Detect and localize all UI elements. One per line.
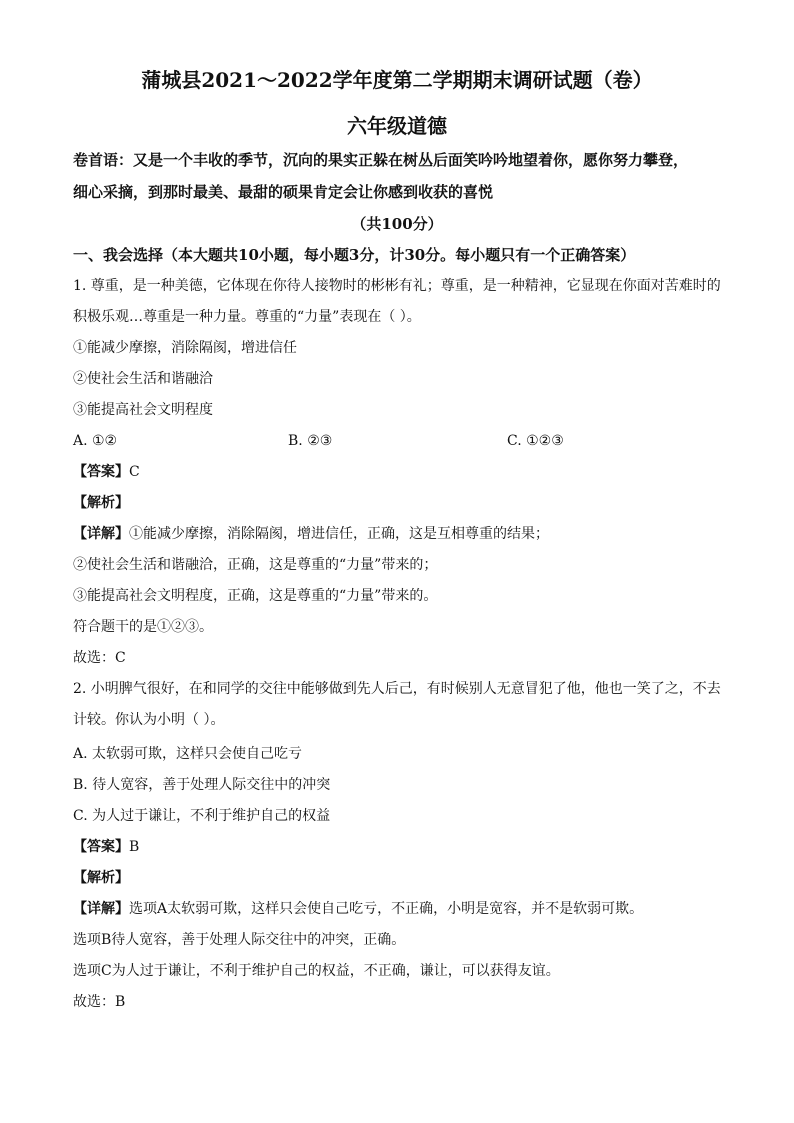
answer-tag: 【答案】: [73, 464, 129, 480]
answer-value: C: [129, 464, 140, 480]
q2-option-b: B. 待人宽容，善于处理人际交往中的冲突: [73, 777, 331, 793]
detail-text: 选项A太软弱可欺，这样只会使自己吃亏，不正确，小明是宽容，并不是软弱可欺。: [129, 901, 644, 917]
preface-line-2: 细心采摘，到那时最美、最甜的硕果肯定会让你感到收获的喜悦: [73, 183, 494, 201]
q1-stem-line-2: 积极乐观…尊重是一种力量。尊重的“力量”表现在（ ）。: [73, 309, 421, 325]
q1-detail-line-3: ③能提高社会文明程度，正确，这是尊重的“力量”带来的。: [73, 588, 438, 604]
q1-option-c: C. ①②③: [507, 433, 564, 449]
q1-analysis-tag: 【解析】: [73, 495, 129, 511]
detail-text: ①能减少摩擦，消除隔阂，增进信任，正确，这是互相尊重的结果；: [129, 526, 549, 542]
q1-item-1: ①能减少摩擦，消除隔阂，增进信任: [73, 340, 297, 356]
detail-tag: 【详解】: [73, 526, 129, 542]
q1-detail-line-4: 符合题干的是①②③。: [73, 619, 213, 635]
total-score: （共100分）: [351, 215, 443, 233]
q1-option-b: B. ②③: [288, 433, 333, 449]
q2-option-c: C. 为人过于谦让，不利于维护自己的权益: [73, 808, 331, 824]
q1-detail-line-1: [73, 524, 549, 544]
q1-choice: 故选：C: [73, 650, 126, 666]
q2-detail-line-3: 选项C为人过于谦让，不利于维护自己的权益，不正确，谦让，可以获得友谊。: [73, 963, 560, 979]
preface-line-1: 卷首语：又是一个丰收的季节，沉向的果实正躲在树丛后面笑吟吟地望着你，愿你努力攀登，: [73, 151, 689, 169]
q1-detail-line-2: ②使社会生活和谐融洽，正确，这是尊重的“力量”带来的；: [73, 557, 438, 573]
q2-analysis-tag: 【解析】: [73, 870, 129, 886]
answer-tag: 【答案】: [73, 839, 129, 855]
exam-subtitle: 六年级道德: [347, 114, 447, 138]
q1-item-3: ③能提高社会文明程度: [73, 402, 213, 418]
q1-item-2: ②使社会生活和谐融洽: [73, 371, 213, 387]
q2-option-a: A. 太软弱可欺，这样只会使自己吃亏: [73, 746, 303, 762]
q2-stem-line-1: 2. 小明脾气很好，在和同学的交往中能够做到先人后己，有时候别人无意冒犯了他，他也一笑了之，不去: [73, 681, 721, 697]
detail-tag: 【详解】: [73, 901, 129, 917]
q1-stem-line-1: 1. 尊重，是一种美德，它体现在你待人接物时的彬彬有礼；尊重，是一种精神，它显现在你面对苦难时的: [73, 278, 721, 294]
q2-stem-line-2: 计较。你认为小明（ ）。: [73, 712, 225, 728]
q1-answer: [73, 462, 140, 482]
q2-answer: [73, 837, 139, 857]
q2-choice: 故选：B: [73, 994, 126, 1010]
q2-detail-line-2: 选项B待人宽容，善于处理人际交往中的冲突，正确。: [73, 932, 406, 948]
section-heading: 一、我会选择（本大题共10小题，每小题3分，计30分。每小题只有一个正确答案）: [73, 246, 636, 264]
q2-detail-line-1: [73, 899, 643, 919]
exam-title: 蒲城县2021～2022学年度第二学期期末调研试题（卷）: [141, 68, 653, 92]
q1-option-a: A. ①②: [73, 433, 118, 449]
answer-value: B: [129, 839, 140, 855]
